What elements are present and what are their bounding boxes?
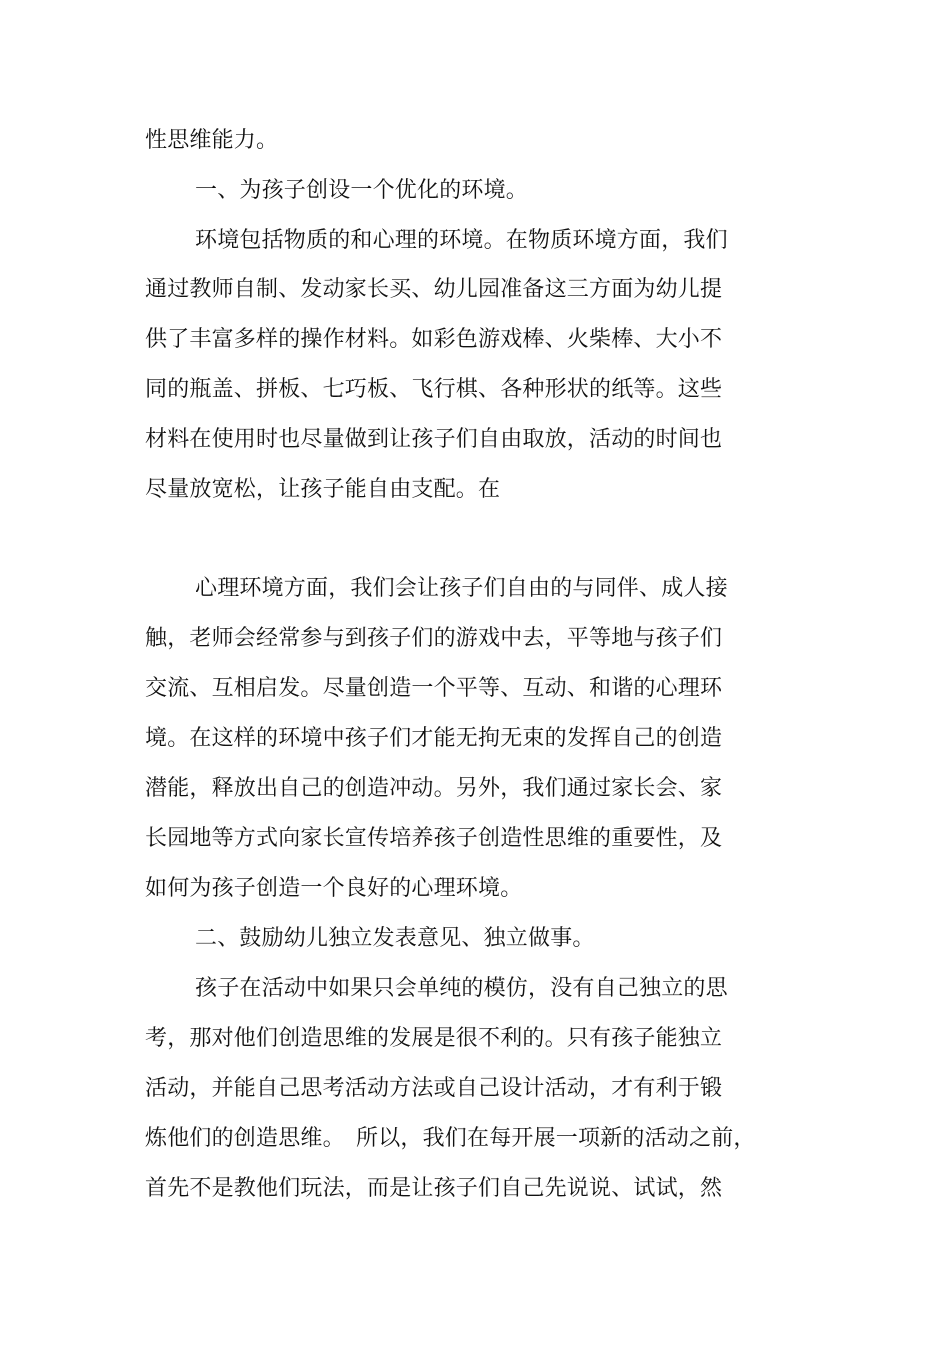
text-line: 通过教师自制、发动家长买、幼儿园准备这三方面为幼儿提: [145, 277, 723, 302]
text-line: 活动，并能自己思考活动方法或自己设计活动，才有利于锻: [145, 1076, 723, 1101]
text-line: 心理环境方面，我们会让孩子们自由的与同伴、成人接: [195, 576, 728, 601]
section-heading: 一、为孩子创设一个优化的环境。: [195, 178, 529, 203]
section-heading: 二、鼓励幼儿独立发表意见、独立做事。: [195, 926, 595, 951]
text-line: 炼他们的创造思维。 所以，我们在每开展一项新的活动之前，: [145, 1126, 756, 1151]
text-line: 潜能，释放出自己的创造冲动。另外，我们通过家长会、家: [145, 776, 723, 801]
text-line: 性思维能力。: [145, 128, 279, 153]
text-line: 长园地等方式向家长宣传培养孩子创造性思维的重要性，及: [145, 826, 723, 851]
text-line: 孩子在活动中如果只会单纯的模仿，没有自己独立的思: [195, 976, 728, 1001]
text-line: 环境包括物质的和心理的环境。在物质环境方面，我们: [195, 228, 728, 253]
text-line: 如何为孩子创造一个良好的心理环境。: [145, 876, 523, 901]
text-line: 首先不是教他们玩法，而是让孩子们自己先说说、试试，然: [145, 1176, 723, 1201]
text-line: 触，老师会经常参与到孩子们的游戏中去，平等地与孩子们: [145, 626, 723, 651]
text-line: 材料在使用时也尽量做到让孩子们自由取放，活动的时间也: [145, 427, 723, 452]
text-line: 交流、互相启发。尽量创造一个平等、互动、和谐的心理环: [145, 676, 723, 701]
text-line: 境。在这样的环境中孩子们才能无拘无束的发挥自己的创造: [145, 726, 723, 751]
text-line: 同的瓶盖、拼板、七巧板、飞行棋、各种形状的纸等。这些: [145, 377, 723, 402]
text-line: 供了丰富多样的操作材料。如彩色游戏棒、火柴棒、大小不: [145, 327, 723, 352]
text-line: 考，那对他们创造思维的发展是很不利的。只有孩子能独立: [145, 1026, 723, 1051]
text-line: 尽量放宽松，让孩子能自由支配。在: [145, 477, 501, 502]
